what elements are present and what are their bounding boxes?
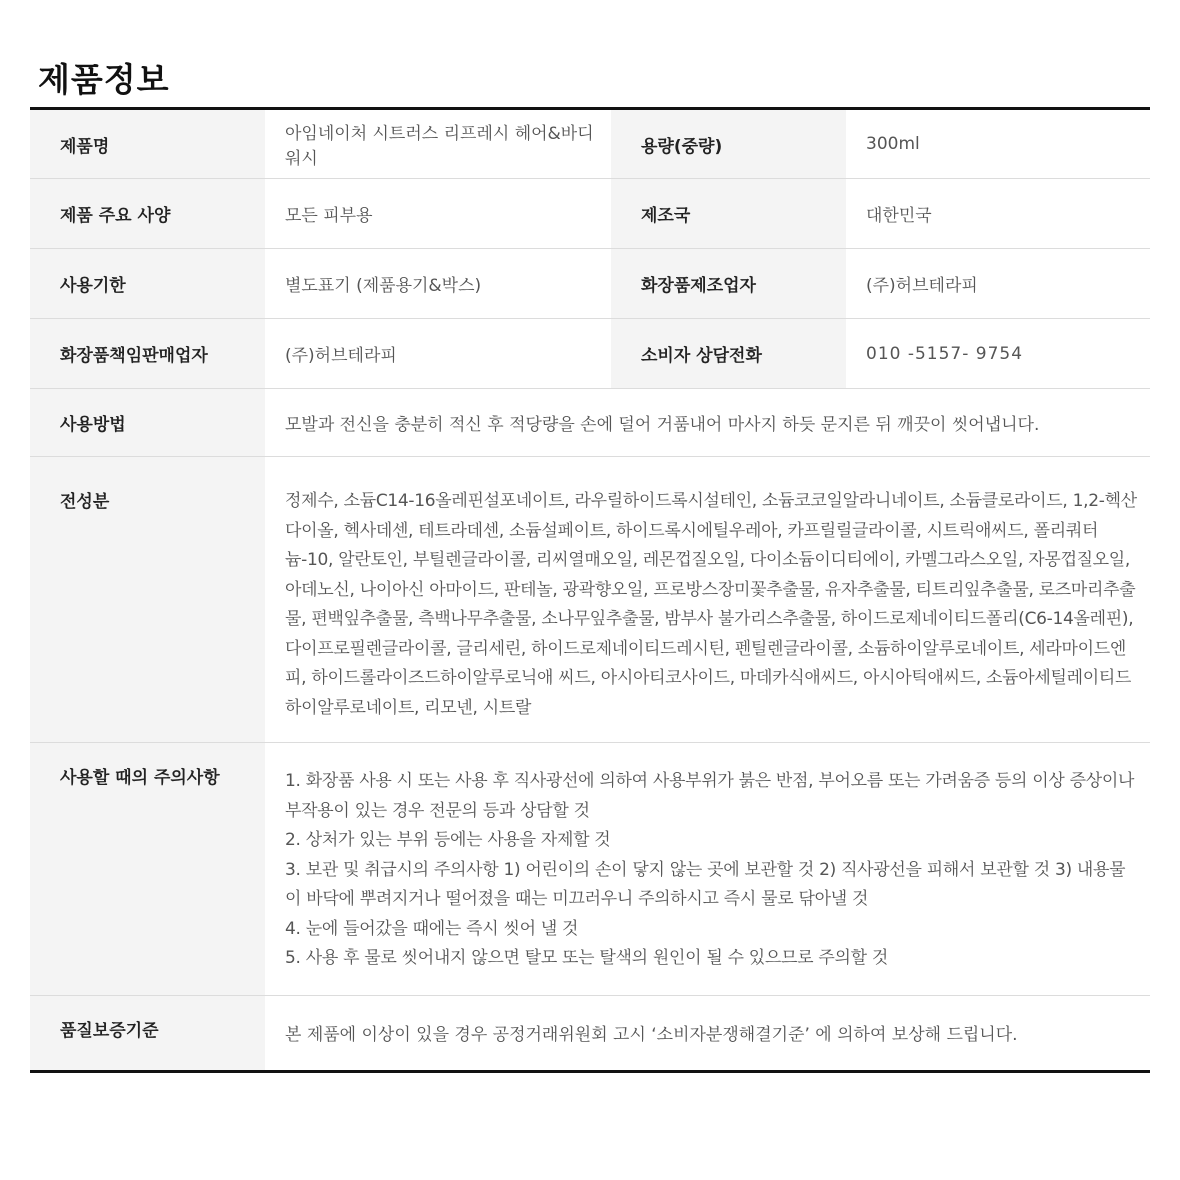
caution-item: 5. 사용 후 물로 씻어내지 않으면 탈모 또는 탈색의 원인이 될 수 있으므로 주의할 것 (285, 948, 888, 968)
quality-label: 품질보증기준 (30, 996, 265, 1072)
country-label: 제조국 (611, 179, 846, 249)
product-name-value: 아임네이처 시트러스 리프레시 헤어&바디 워시 (265, 109, 611, 179)
row-ingredients (30, 457, 1150, 743)
row-quality (30, 996, 1150, 1072)
caution-item: 2. 상처가 있는 부위 등에는 사용을 자제할 것 (285, 830, 611, 850)
caution-label: 사용할 때의 주의사항 (30, 743, 265, 996)
row-expiry (30, 249, 1150, 319)
seller-label: 화장품책임판매업자 (30, 319, 265, 389)
main-spec-label: 제품 주요 사양 (30, 179, 265, 249)
volume-value: 300ml (846, 109, 1150, 179)
row-main-spec (30, 179, 1150, 249)
caution-value (265, 743, 1150, 996)
row-caution (30, 743, 1150, 996)
row-usage (30, 389, 1150, 457)
product-info-table (30, 107, 1150, 1073)
product-name-label: 제품명 (30, 109, 265, 179)
seller-value: (주)허브테라피 (265, 319, 611, 389)
caution-item: 4. 눈에 들어갔을 때에는 즉시 씻어 낼 것 (285, 918, 579, 939)
phone-value: 010 -5157- 9754 (846, 319, 1150, 389)
usage-label: 사용방법 (30, 389, 265, 457)
caution-item: 1. 화장품 사용 시 또는 사용 후 직사광선에 의하여 사용부위가 붉은 반점, 부어오름 또는 가려움증 등의 이상 증상이나 부작용이 있는 경우 전문의 등과 상담할 것 (285, 771, 1135, 821)
expiry-value: 별도표기 (제품용기&박스) (265, 249, 611, 319)
expiry-label: 사용기한 (30, 249, 265, 319)
caution-item: 3. 보관 및 취급시의 주의사항 1) 어린이의 손이 닿지 않는 곳에 보관할 것 2) 직사광선을 피해서 보관할 것 3) 내용물이 바닥에 뿌려지거나 떨어졌을 때는 미끄러우니 주의하시고 즉시 물로 닦아낼 것 (285, 859, 1126, 909)
caution-list (285, 767, 1140, 974)
manufacturer-label: 화장품제조업자 (611, 249, 846, 319)
ingredients-value: 정제수, 소듐C14-16올레핀설포네이트, 라우릴하이드록시설테인, 소듐코코일알라니네이트, 소듐클로라이드, 1,2-헥산다이올, 헥사데센, 테트라데센, 소듐설페이트, 하이드록시에틸우레아, 카프릴릴글라이콜, 시트릭애씨드, 폴리쿼터늄-10, 알란토인, 부틸렌글라이콜, 리씨열매오일, 레몬껍질오일, 다이소듐이디티에이, 카멜그라스오일, 자몽껍질오일, 아데노신, 나이아신 아마이드, 판테놀, 광곽향오일, 프로방스장미꽃추출물, 유자추출물, 티트리잎추출물, 로즈마리추출물, 편백잎추출물, 측백나무추출물, 소나무잎추출물, 밤부사 불가리스추출물, 하이드로제네이티드폴리(C6-14올레핀), 다이프로필렌글라이콜, 글리세린, 하이드로제네이티드레시틴, 펜틸렌글라이콜, 소듐하이알루로네이트, 세라마이드엔피, 하이드롤라이즈드하이알루로닉애 씨드, 아시아티코사이드, 마데카식애씨드, 아시아틱애씨드, 소듐아세틸레이티드하이알루로네이트, 리모넨, 시트랄 (265, 457, 1150, 743)
volume-label: 용량(중량) (611, 109, 846, 179)
phone-label: 소비자 상담전화 (611, 319, 846, 389)
main-spec-value: 모든 피부용 (265, 179, 611, 249)
page-title: 제품정보 (38, 60, 170, 99)
usage-value: 모발과 전신을 충분히 적신 후 적당량을 손에 덜어 거품내어 마사지 하듯 문지른 뒤 깨끗이 씻어냅니다. (265, 389, 1150, 457)
row-product-name (30, 109, 1150, 179)
quality-value: 본 제품에 이상이 있을 경우 공정거래위원회 고시 ‘소비자분쟁해결기준’ 에 의하여 보상해 드립니다. (285, 1025, 1018, 1045)
row-seller (30, 319, 1150, 389)
country-value: 대한민국 (846, 179, 1150, 249)
ingredients-label: 전성분 (30, 457, 265, 743)
manufacturer-value: (주)허브테라피 (846, 249, 1150, 319)
